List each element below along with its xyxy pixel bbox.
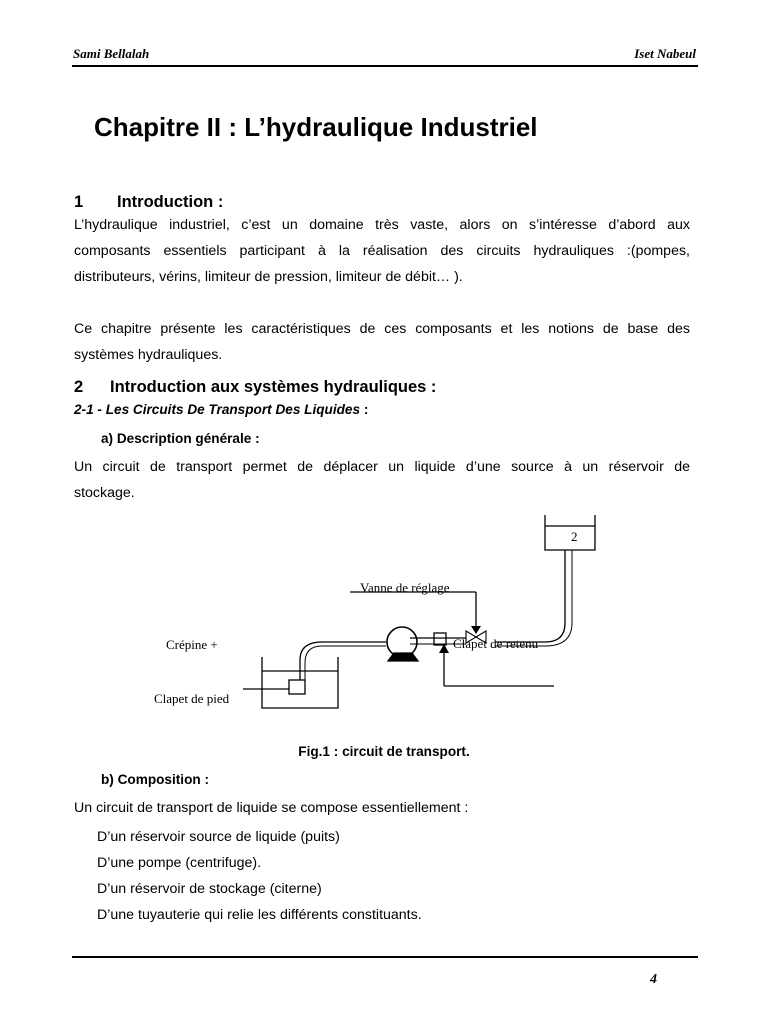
check-valve-label: Clapet de retenu bbox=[453, 636, 539, 651]
transport-circuit-figure bbox=[140, 505, 610, 725]
composition-intro: Un circuit de transport de liquide se compose essentiellement : bbox=[74, 800, 469, 816]
section-1-heading: Introduction : bbox=[117, 193, 224, 211]
storage-tank-label: 2 bbox=[571, 529, 578, 544]
discharge-pipe bbox=[495, 550, 565, 642]
subsection-2-1-colon: : bbox=[360, 402, 369, 417]
paragraph-line: stockage. bbox=[74, 485, 135, 501]
control-valve-label: Vanne de réglage bbox=[360, 580, 450, 595]
page-number: 4 bbox=[650, 972, 657, 987]
foot-valve-label: Clapet de pied bbox=[154, 691, 230, 706]
section-1-number: 1 bbox=[74, 193, 84, 211]
valve-arrowhead bbox=[471, 626, 481, 634]
chapter-title: Chapitre II : L’hydraulique Industriel bbox=[94, 112, 538, 142]
discharge-pipe-outer bbox=[495, 550, 572, 646]
header-rule bbox=[72, 65, 698, 67]
list-item: D’une tuyauterie qui relie les différents constituants. bbox=[97, 907, 422, 923]
header-author: Sami Bellalah bbox=[73, 46, 150, 61]
list-item: D’un réservoir source de liquide (puits) bbox=[97, 829, 340, 845]
composition-heading: b) Composition : bbox=[101, 772, 209, 787]
section-1-paragraph-1 bbox=[74, 212, 690, 290]
subsection-2-1-title: 2-1 - Les Circuits De Transport Des Liquides bbox=[74, 402, 361, 417]
section-1-paragraph-2 bbox=[74, 316, 690, 368]
description-paragraph bbox=[74, 454, 690, 506]
paragraph-line: Un circuit de transport permet de déplacer un liquide d’une source à un réservoir de bbox=[74, 459, 690, 475]
figure-caption: Fig.1 : circuit de transport. bbox=[298, 744, 470, 759]
footer-rule bbox=[72, 956, 698, 958]
storage-tank-outline bbox=[545, 515, 595, 550]
list-item: D’un réservoir de stockage (citerne) bbox=[97, 881, 322, 897]
section-2-heading: Introduction aux systèmes hydrauliques : bbox=[110, 378, 437, 396]
header-institution: Iset Nabeul bbox=[634, 46, 696, 61]
subsection-2-1-heading bbox=[74, 402, 368, 417]
paragraph-line: L’hydraulique industriel, c’est un domaine très vaste, alors on s’intéresse d’abord aux bbox=[74, 217, 690, 233]
list-item: D’une pompe (centrifuge). bbox=[97, 855, 262, 871]
suction-pipe-inner bbox=[305, 646, 386, 680]
foot-valve-box bbox=[289, 680, 305, 694]
section-2-number: 2 bbox=[74, 378, 84, 396]
paragraph-line: composants essentiels participant à la réalisation des circuits hydrauliques :(pompes, bbox=[74, 243, 690, 259]
paragraph-line: Ce chapitre présente les caractéristiques de ces composants et les notions de base des bbox=[74, 321, 690, 337]
paragraph-line: distributeurs, vérins, limiteur de pression, limiteur de débit… ). bbox=[74, 269, 463, 285]
description-heading: a) Description générale : bbox=[101, 431, 260, 446]
paragraph-line: systèmes hydrauliques. bbox=[74, 347, 223, 363]
pump-base bbox=[388, 653, 418, 661]
check-valve-box bbox=[434, 633, 446, 645]
strainer-label: Crépine + bbox=[166, 637, 218, 652]
